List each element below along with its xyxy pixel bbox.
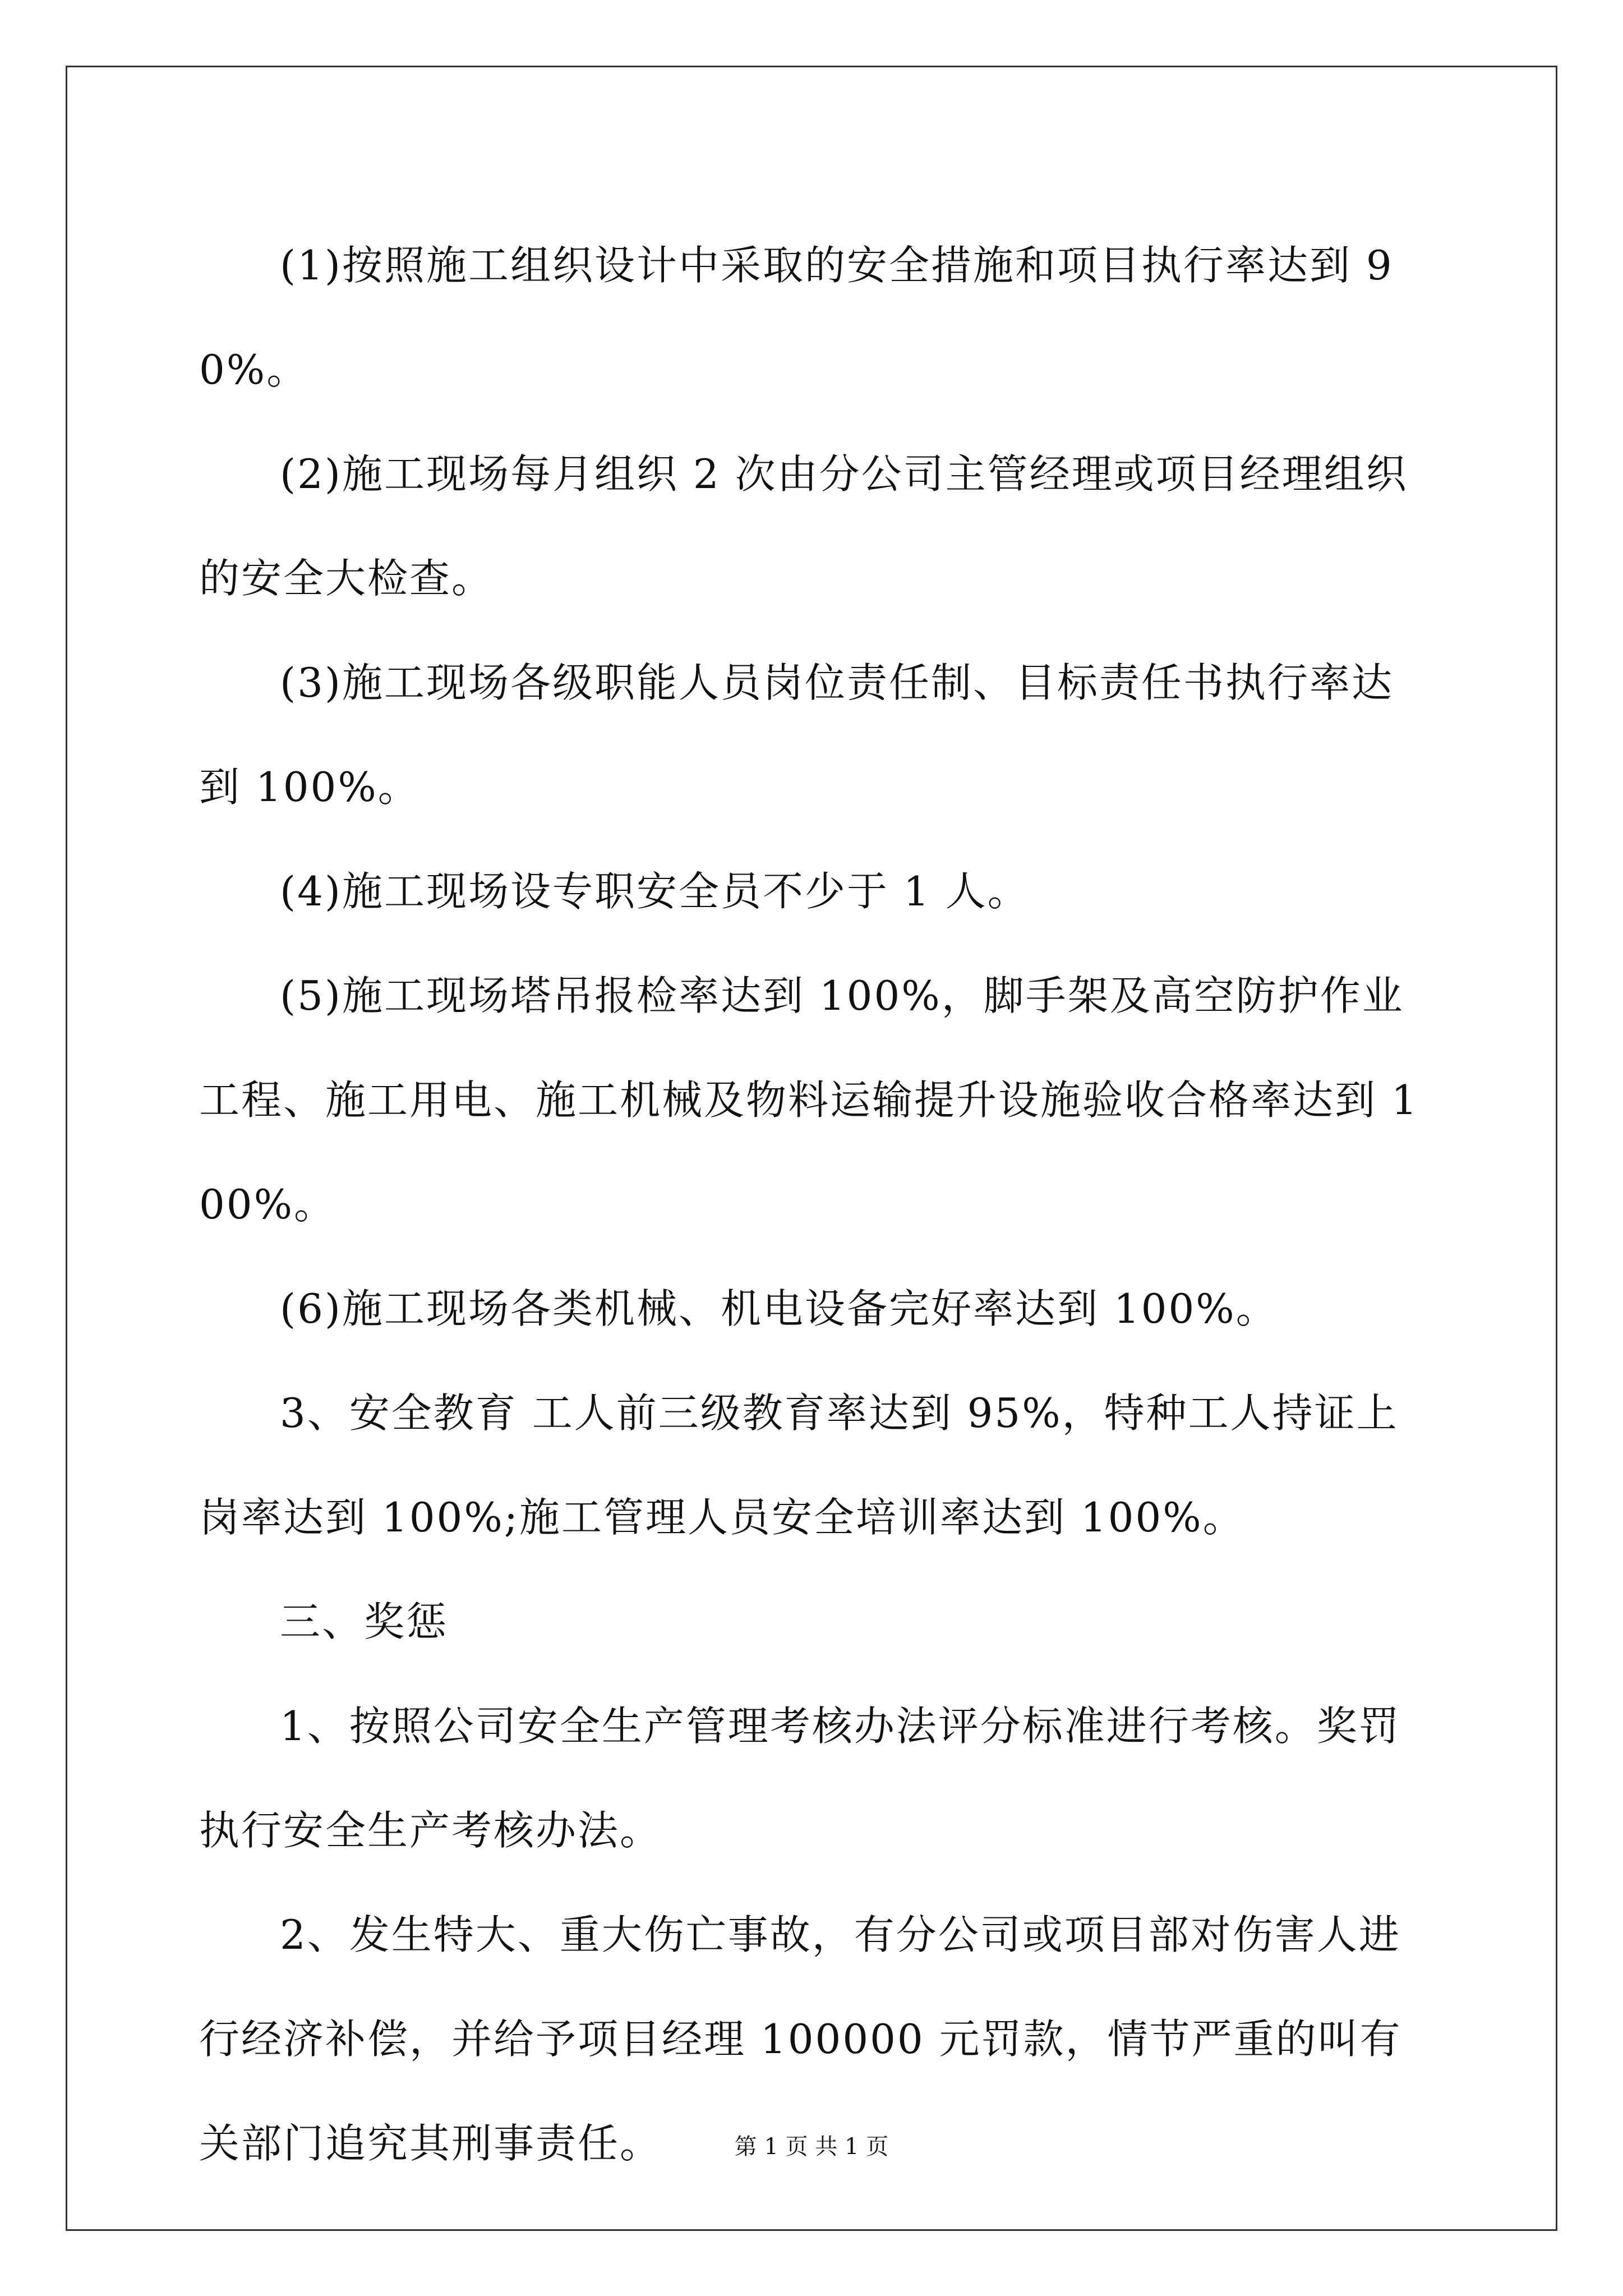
- document-body: [199, 213, 1427, 2196]
- paragraph-item-1: (1)按照施工组织设计中采取的安全措施和项目执行率达到 90%。: [199, 242, 1394, 393]
- paragraph-item-5: (5)施工现场塔吊报检率达到 100%，脚手架及高空防护作业工程、施工用电、施工机械及物料运输提升设施验收合格率达到 100%。: [199, 972, 1419, 1228]
- paragraph-item-4: (4)施工现场设专职安全员不少于 1 人。: [280, 868, 1030, 915]
- rewards-paragraph-2: 2、发生特大、重大伤亡事故，有分公司或项目部对伤害人进行经济补偿，并给予项目经理 100000 元罚款，情节严重的叫有关部门追究其刑事责任。: [199, 1911, 1402, 2167]
- section-heading-rewards-penalties: 三、奖惩: [280, 1598, 449, 1645]
- paragraph-item-2: (2)施工现场每月组织 2 次由分公司主管经理或项目经理组织的安全大检查。: [199, 450, 1408, 602]
- paragraph-item-3: (3)施工现场各级职能人员岗位责任制、目标责任书执行率达到 100%。: [199, 659, 1394, 811]
- rewards-paragraph-1: 1、按照公司安全生产管理考核办法评分标准进行考核。奖罚执行安全生产考核办法。: [199, 1703, 1401, 1854]
- safety-education-paragraph: 3、安全教育 工人前三级教育率达到 95%，特种工人持证上岗率达到 100%;施工管理人员安全培训率达到 100%。: [199, 1389, 1399, 1541]
- paragraph-item-6: (6)施工现场各类机械、机电设备完好率达到 100%。: [280, 1285, 1278, 1332]
- page-number-footer: 第 1 页 共 1 页: [734, 2134, 889, 2160]
